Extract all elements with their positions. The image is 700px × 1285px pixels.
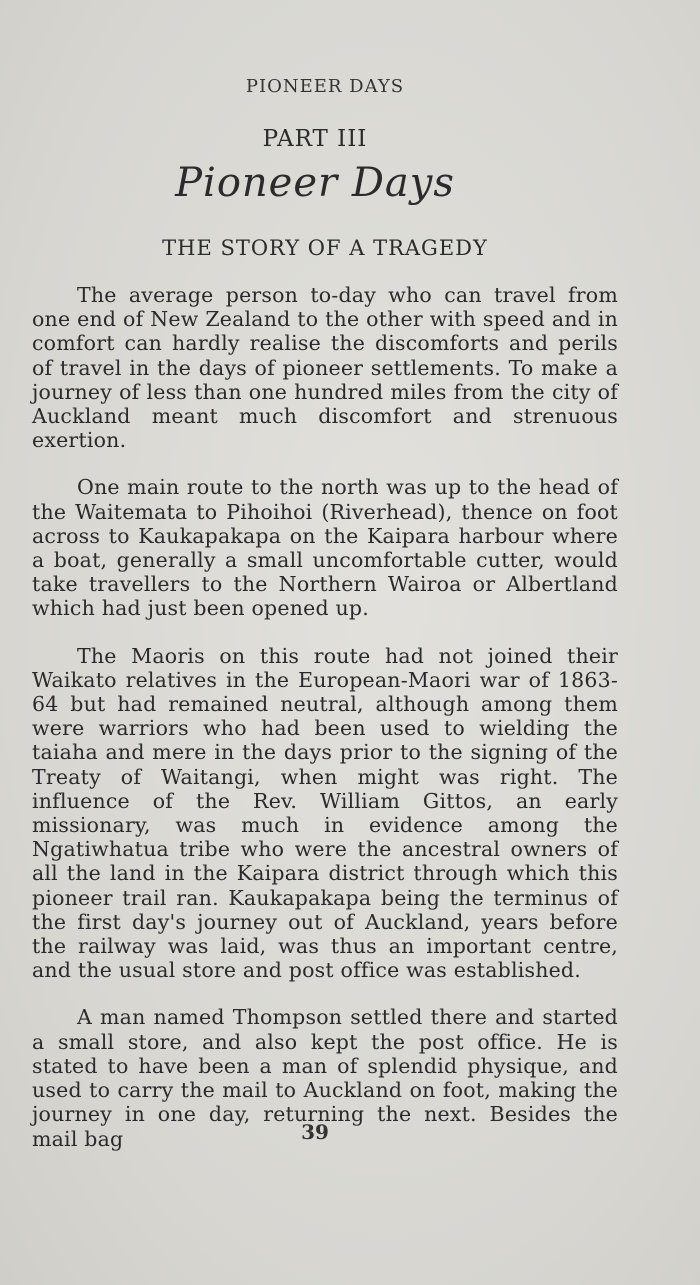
running-head: PIONEER DAYS	[245, 76, 405, 97]
paragraph: A man named Thompson settled there and started a small store, and also kept the post office. He is stated to have been a man of splendid physique, and used to carry the mail to Auckland on foot, making the journey in one day, returning the next. Besides the mail bag	[32, 1005, 618, 1151]
paragraph: The average person to-day who can travel from one end of New Zealand to the other with speed and in comfort can hardly realise the discomforts and perils of travel in the days of pioneer settlements. To make a journey of less than one hundred miles from the city of Auckland meant much discomfort and strenuous exertion.	[32, 283, 618, 453]
script-title: Pioneer Days	[175, 160, 455, 206]
story-title: THE STORY OF A TRAGEDY	[162, 236, 488, 260]
paragraph: One main route to the north was up to the head of the Waitemata to Pihoihoi (Riverhead), thence on foot across to Kaukapakapa on the Kaipara harbour where a boat, generally a small uncomfortable cutter, would take travellers to the Northern Wairoa or Albertland which had just been opened up.	[32, 475, 618, 621]
part-heading: PART III	[262, 126, 368, 152]
paragraph: The Maoris on this route had not joined their Waikato relatives in the European-Maori war of 1863-64 but had remained neutral, although among them were warriors who had been used to wielding the taiaha and mere in the days prior to the signing of the Treaty of Waitangi, when might was right. The influence of the Rev. William Gittos, an early missionary, was much in evidence among the Ngatiwhatua tribe who were the ancestral owners of all the land in the Kaipara district through which this pioneer trail ran. Kaukapakapa being the terminus of the first day's journey out of Auckland, years before the railway was laid, was thus an important centre, and the usual store and post office was established.	[32, 643, 618, 983]
page-number: 39	[301, 1120, 329, 1144]
body-text	[32, 283, 618, 1174]
